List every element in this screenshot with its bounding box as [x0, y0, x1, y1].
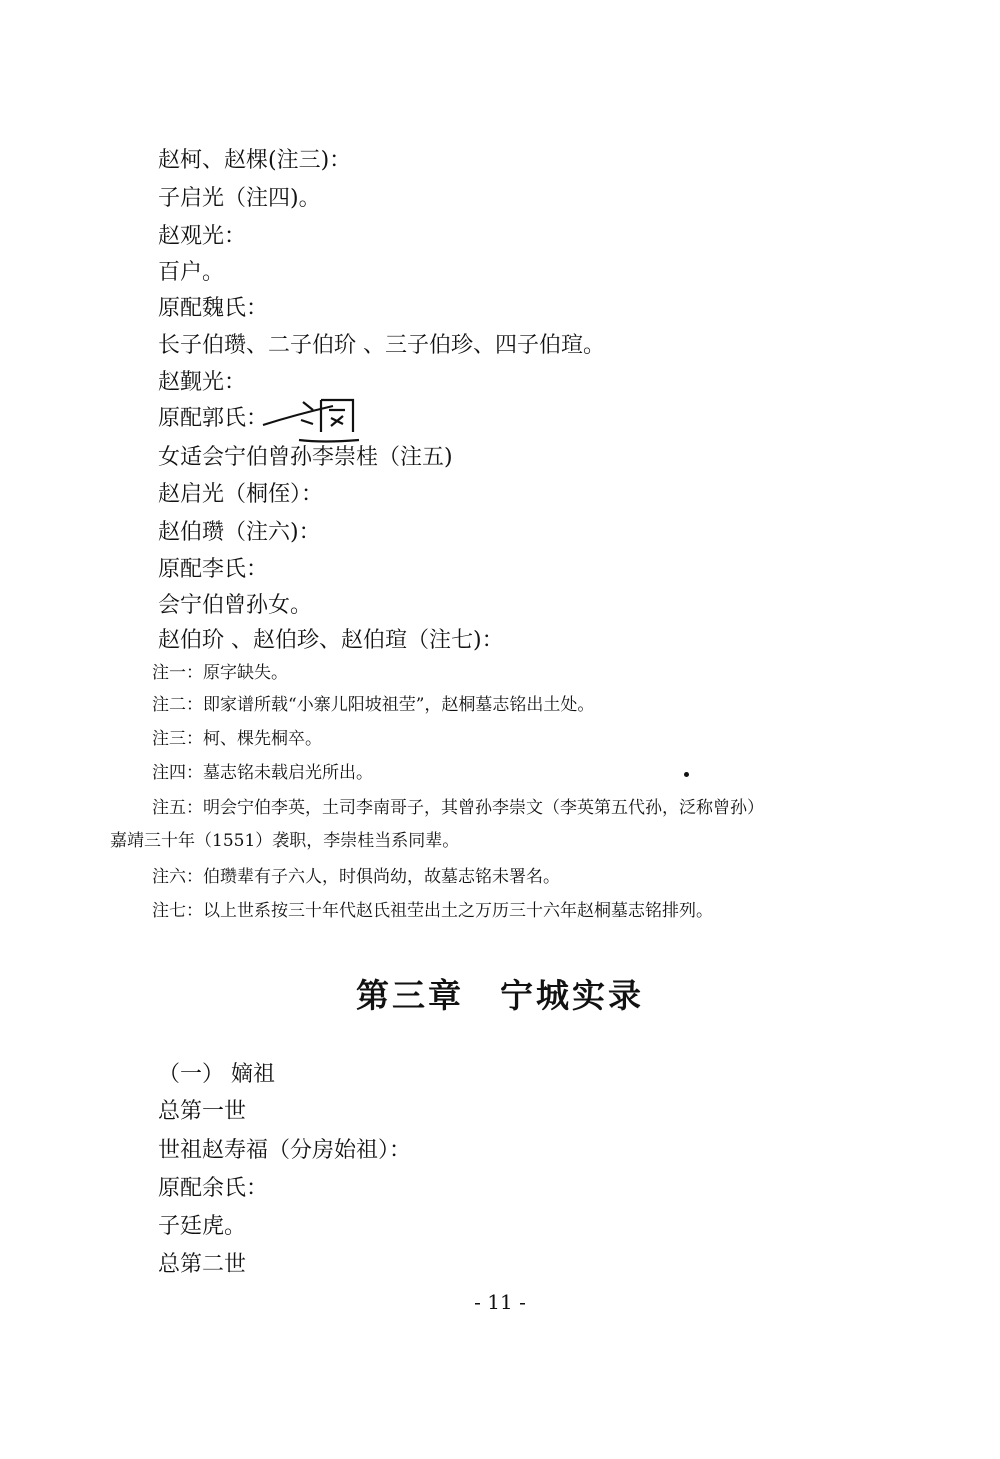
footnote: 注七：以上世系按三十年代赵氏祖茔出土之万历三十六年赵桐墓志铭排列。 [152, 901, 713, 921]
genealogy-line: 长子伯瓒、二子伯玠 、三子伯珍、四子伯瑄。 [158, 333, 605, 358]
footnote: 注三：柯、棵先桐卒。 [152, 729, 322, 749]
genealogy-line: 子启光（注四)。 [158, 186, 321, 211]
footnote: 注二：即家谱所载“小寨儿阳坡祖茔”，赵桐墓志铭出土处。 [152, 695, 595, 715]
genealogy-line: 会宁伯曾孙女。 [158, 593, 313, 618]
genealogy-line: 原配郭氏： [158, 406, 269, 431]
handwritten-annotation-icon [255, 380, 375, 470]
stray-mark [684, 772, 689, 777]
genealogy-line: 赵柯、赵棵(注三)： [158, 148, 352, 173]
footnote: 注四：墓志铭未载启光所出。 [152, 763, 373, 783]
genealogy-line: 百户。 [158, 260, 225, 285]
genealogy-line: 赵观光： [158, 224, 247, 249]
genealogy-line: 赵伯瓒（注六)： [158, 520, 321, 545]
genealogy-line: 女适会宁伯曾孙李崇桂（注五) [158, 445, 453, 470]
section-line: 总第二世 [158, 1252, 247, 1277]
page-number: - 11 - [474, 1290, 526, 1314]
section-line: 总第一世 [158, 1099, 247, 1124]
genealogy-line: 赵伯玠 、赵伯珍、赵伯瑄（注七)： [158, 628, 504, 653]
genealogy-line: 赵觐光： [158, 370, 247, 395]
genealogy-line: 赵启光（桐侄）： [158, 482, 324, 507]
section-line: 原配余氏： [158, 1176, 269, 1201]
footnote: 注五：明会宁伯李英，土司李南哥子，其曾孙李崇文（李英第五代孙，泛称曾孙） [152, 798, 764, 818]
section-line: 子廷虎。 [158, 1214, 247, 1239]
footnote: 注一：原字缺失。 [152, 663, 288, 683]
section-line: （一） 嫡祖 [158, 1062, 275, 1087]
genealogy-line: 原配魏氏： [158, 296, 269, 321]
footnote-continuation: 嘉靖三十年（1551）袭职，李崇桂当系同辈。 [110, 831, 460, 851]
section-line: 世祖赵寿福（分房始祖）： [158, 1138, 412, 1163]
footnote: 注六：伯瓒辈有子六人，时俱尚幼，故墓志铭未署名。 [152, 867, 560, 887]
chapter-title: 第三章 宁城实录 [356, 976, 644, 1015]
genealogy-line: 原配李氏： [158, 557, 269, 582]
